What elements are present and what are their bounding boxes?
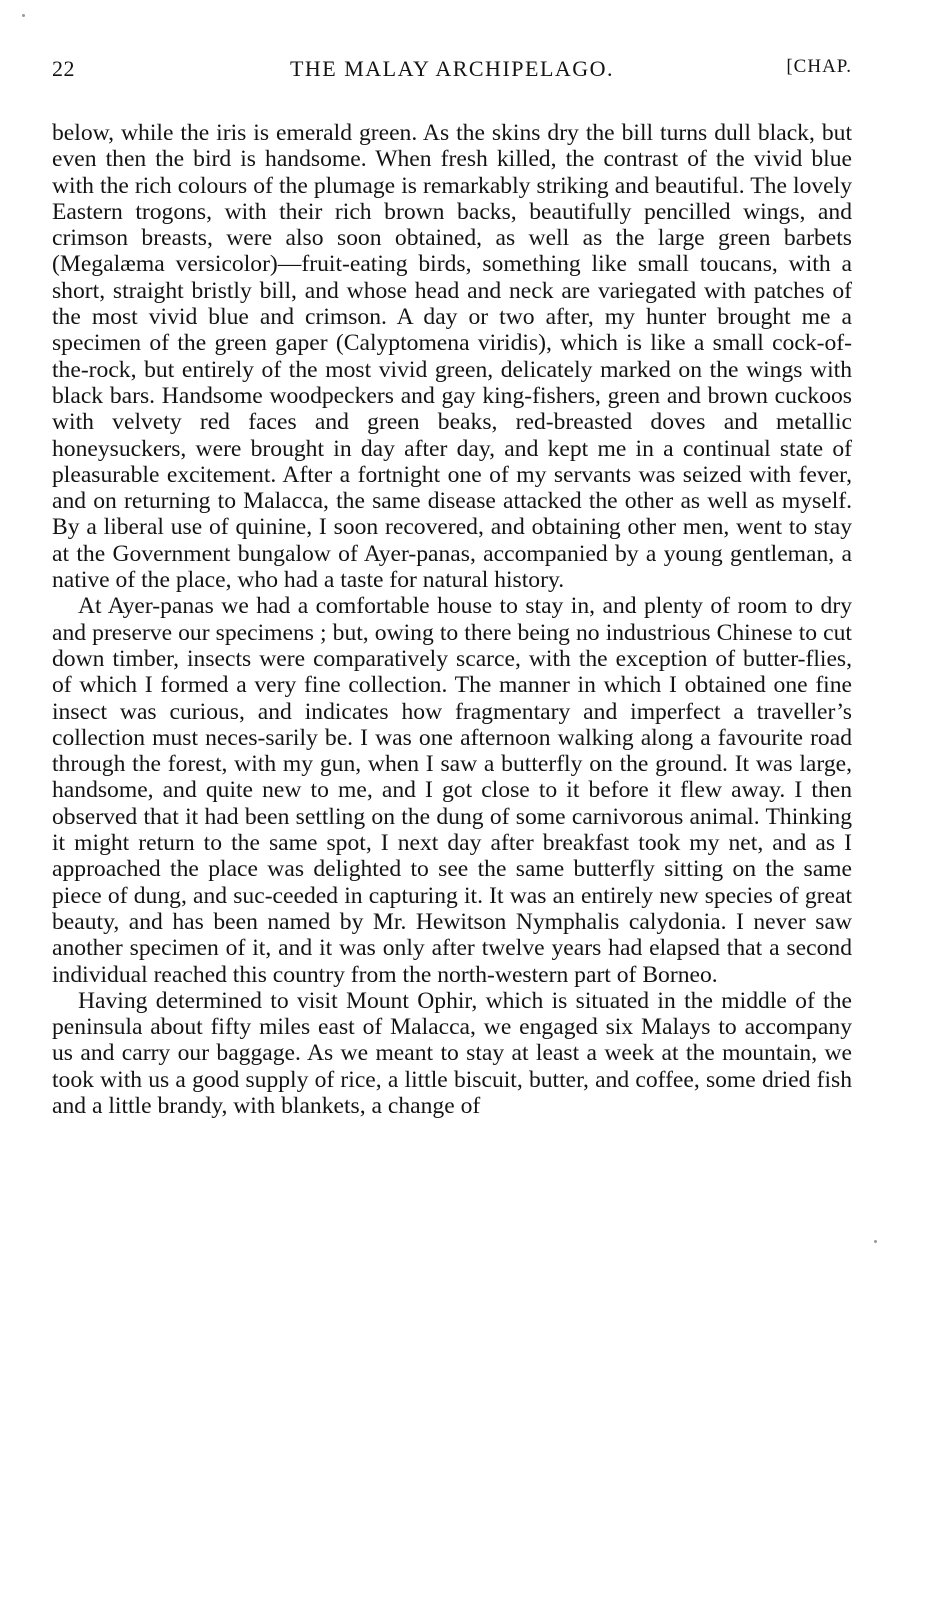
- body-text: [52, 120, 852, 1119]
- chapter-marker: [CHAP.: [786, 56, 852, 77]
- running-header: [52, 56, 852, 90]
- scan-speck: [874, 1240, 877, 1243]
- running-title: THE MALAY ARCHIPELAGO.: [289, 56, 615, 81]
- page-number: 22: [52, 56, 75, 81]
- paragraph: below, while the iris is emerald green. As the skins dry the bill turns dull black, but even then the bird is handsome. When fresh killed, the contrast of the vivid blue with the rich colours of the plumage is remarkably striking and beautiful. The lovely Eastern trogons, with their rich brown backs, beautifully pencilled wings, and crimson breasts, were also soon obtained, as well as the large green barbets (Megalæma versicolor)—fruit-eating birds, something like small toucans, with a short, straight bristly bill, and whose head and neck are variegated with patches of the most vivid blue and crimson. A day or two after, my hunter brought me a specimen of the green gaper (Calyptomena viridis), which is like a small cock-of-the-rock, but entirely of the most vivid green, delicately marked on the wings with black bars. Handsome woodpeckers and gay king-fishers, green and brown cuckoos with velvety red faces and green beaks, red-breasted doves and metallic honeysuckers, were brought in day after day, and kept me in a continual state of pleasurable excitement. After a fortnight one of my servants was seized with fever, and on returning to Malacca, the same disease attacked the other as well as myself. By a liberal use of quinine, I soon recovered, and obtaining other men, went to stay at the Government bungalow of Ayer-panas, accompanied by a young gentleman, a native of the place, who had a taste for natural history.: [52, 120, 852, 594]
- scan-speck: [22, 14, 25, 17]
- paragraph: At Ayer-panas we had a comfortable house to stay in, and plenty of room to dry and preserve our specimens ; but, owing to there being no industrious Chinese to cut down timber, insects were comparatively scarce, with the exception of butter-flies, of which I formed a very fine collection. The manner in which I obtained one fine insect was curious, and indicates how fragmentary and imperfect a traveller’s collection must neces-sarily be. I was one afternoon walking along a favourite road through the forest, with my gun, when I saw a butterfly on the ground. It was large, handsome, and quite new to me, and I got close to it before it flew away. I then observed that it had been settling on the dung of some carnivorous animal. Thinking it might return to the same spot, I next day after breakfast took my net, and as I approached the place was delighted to see the same butterfly sitting on the same piece of dung, and suc-ceeded in capturing it. It was an entirely new species of great beauty, and has been named by Mr. Hewitson Nymphalis calydonia. I never saw another specimen of it, and it was only after twelve years had elapsed that a second individual reached this country from the north-western part of Borneo.: [52, 593, 852, 988]
- book-page: [52, 56, 852, 1119]
- paragraph: Having determined to visit Mount Ophir, which is situated in the middle of the peninsula about fifty miles east of Malacca, we engaged six Malays to accompany us and carry our baggage. As we meant to stay at least a week at the mountain, we took with us a good supply of rice, a little biscuit, butter, and coffee, some dried fish and a little brandy, with blankets, a change of: [52, 987, 852, 1119]
